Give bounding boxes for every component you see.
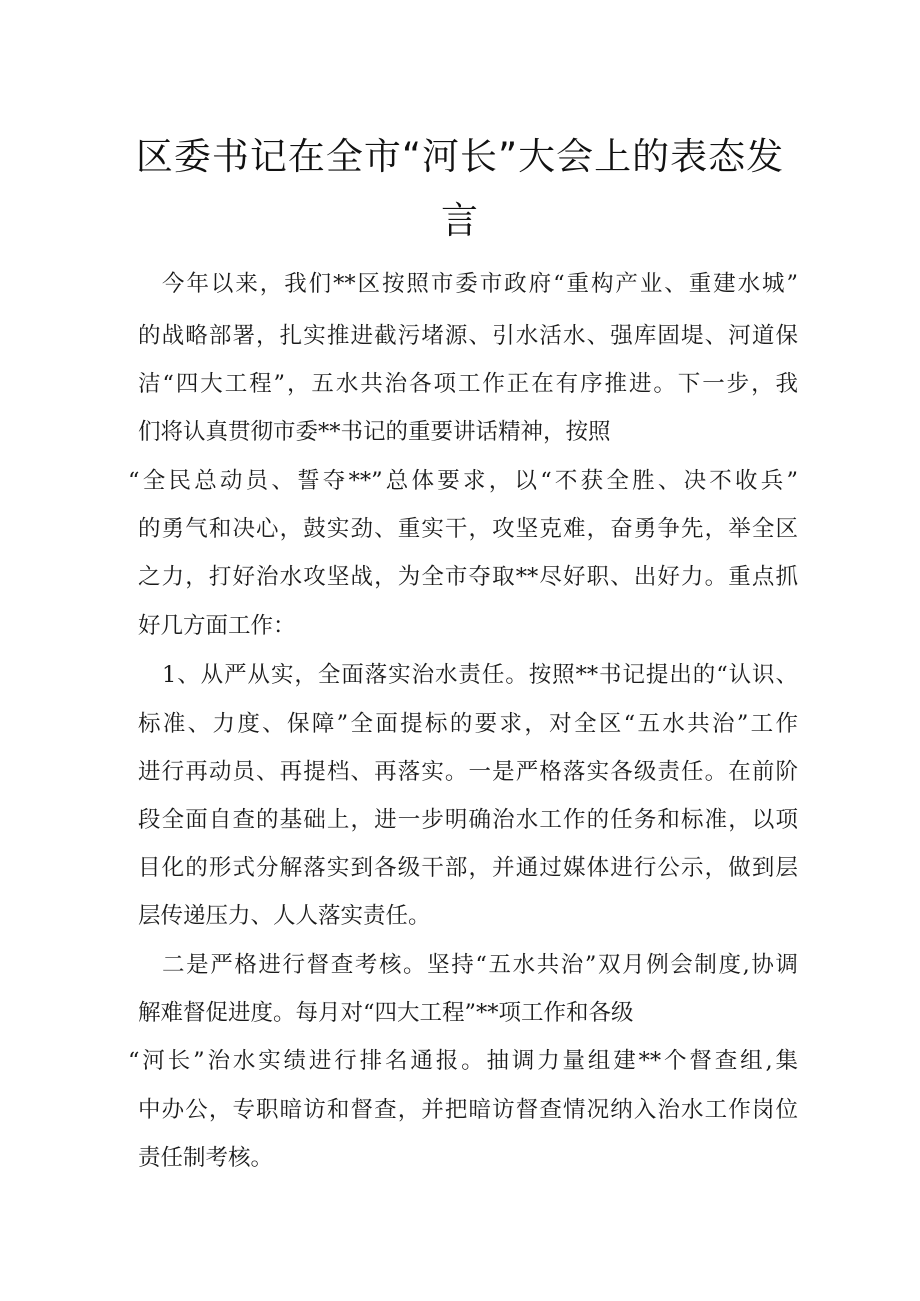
- body-text-line: 之力，打好治水攻坚战，为全市夺取**尽好职、出好力。重点抓: [138, 564, 798, 590]
- body-text-line: 中办公，专职暗访和督查，并把暗访督查情况纳入治水工作岗位: [138, 1097, 798, 1123]
- body-text-line: 的勇气和决心，鼓实劲、重实干，攻坚克难，奋勇争先，举全区: [138, 516, 798, 542]
- body-text-line: 层传递压力、人人落实责任。: [138, 903, 431, 929]
- body-text-line: “全民总动员、誓夺**”总体要求，以“不获全胜、决不收兵”: [128, 468, 798, 494]
- document-title-line-1: 区委书记在全市“河长”大会上的表态发: [135, 135, 785, 178]
- body-text-line: 好几方面工作：: [138, 613, 296, 639]
- body-text-line: 解难督促进度。每月对“四大工程”**项工作和各级: [138, 1000, 634, 1026]
- body-text-line: 责任制考核。: [138, 1145, 274, 1171]
- body-text-line: 进行再动员、再提档、再落实。一是严格落实各级责任。在前阶: [138, 759, 798, 785]
- body-text-line: 们将认真贯彻市委**书记的重要讲话精神，按照: [138, 419, 611, 445]
- body-text-line: 今年以来，我们**区按照市委市政府“重构产业、重建水城”: [162, 271, 798, 297]
- body-text-line: 标准、力度、保障”全面提标的要求，对全区“五水共治”工作: [138, 711, 798, 737]
- body-text-line: 洁“四大工程”，五水共治各项工作正在有序推进。下一步，我: [138, 371, 798, 397]
- document-title-line-2: 言: [441, 199, 479, 242]
- body-text-line: 二是严格进行督查考核。坚持“五水共治”双月例会制度,协调: [162, 952, 798, 978]
- body-text-line: 1、从严从实，全面落实治水责任。按照**书记提出的“认识、: [162, 662, 798, 688]
- body-text-line: 的战略部署，扎实推进截污堵源、引水活水、强库固堤、河道保: [138, 323, 798, 349]
- body-text-line: 段全面自查的基础上，进一步明确治水工作的任务和标准，以项: [138, 807, 798, 833]
- body-text-line: 目化的形式分解落实到各级干部，并通过媒体进行公示，做到层: [138, 855, 798, 881]
- body-text-line: “河长”治水实绩进行排名通报。抽调力量组建**个督查组,集: [128, 1048, 798, 1074]
